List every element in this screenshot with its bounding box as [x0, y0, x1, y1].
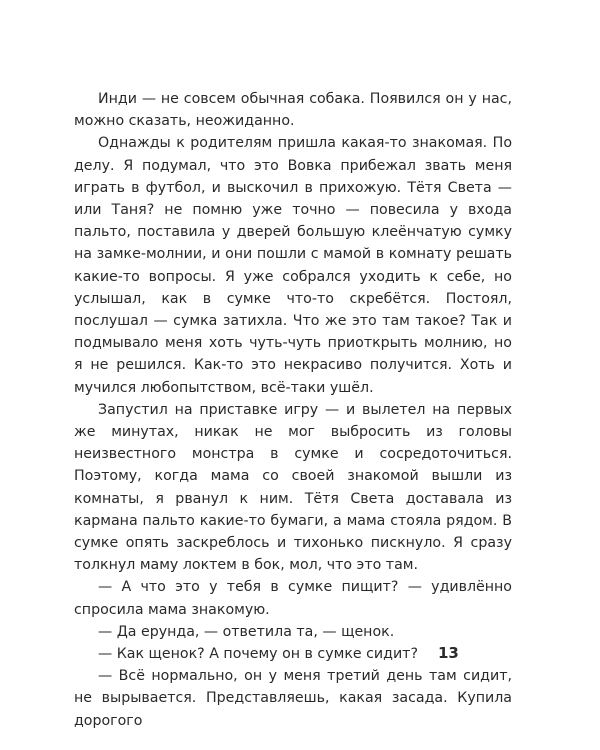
- paragraph: — А что это у тебя в сумке пищит? — удивлённо спросила мама знакомую.: [74, 579, 512, 618]
- paragraph: — Всё нормально, он у меня третий день там сидит, не вырывается. Представляешь, какая засада. Купила дорогого: [74, 668, 512, 729]
- page-text: [74, 88, 512, 732]
- paragraph: Запустил на приставке игру — и вылетел на первых же минутах, никак не мог выбросить из головы неизвестного монстра в сумке и сосредоточиться. Поэтому, когда мама со своей знакомой вышли из комнаты, я рванул к ним. Тётя Света доставала из кармана пальто какие-то бумаги, а мама стояла рядом. В сумке опять заскреблось и тихонько пискнуло. Я сразу толкнул маму локтем в бок, мол, что это там.: [74, 401, 512, 574]
- page-number: 13: [438, 644, 459, 662]
- paragraph: Однажды к родителям пришла какая-то знакомая. По делу. Я подумал, что это Вовка прибежал звать меня играть в футбол, и выскочил в прихожую. Тётя Света — или Таня? не помню уже точно — повесила у входа пальто, поставила у дверей большую клеёнчатую сумку на замке-молнии, и они пошли с мамой в комнату решать какие-то вопросы. Я уже собрался уходить к себе, но услышал, как в сумке что-то скребётся. Постоял, послушал — сумка затихла. Что же это там такое? Так и подмывало меня хоть чуть-чуть приоткрыть молнию, но я не решился. Как-то это некрасиво получится. Хоть и мучился любопытством, всё-таки ушёл.: [74, 135, 512, 396]
- paragraph: Инди — не совсем обычная собака. Появился он у нас, можно сказать, неожиданно.: [74, 91, 512, 130]
- paragraph: — Как щенок? А почему он в сумке сидит?: [98, 646, 418, 663]
- paragraph: — Да ерунда, — ответила та, — щенок.: [98, 623, 395, 640]
